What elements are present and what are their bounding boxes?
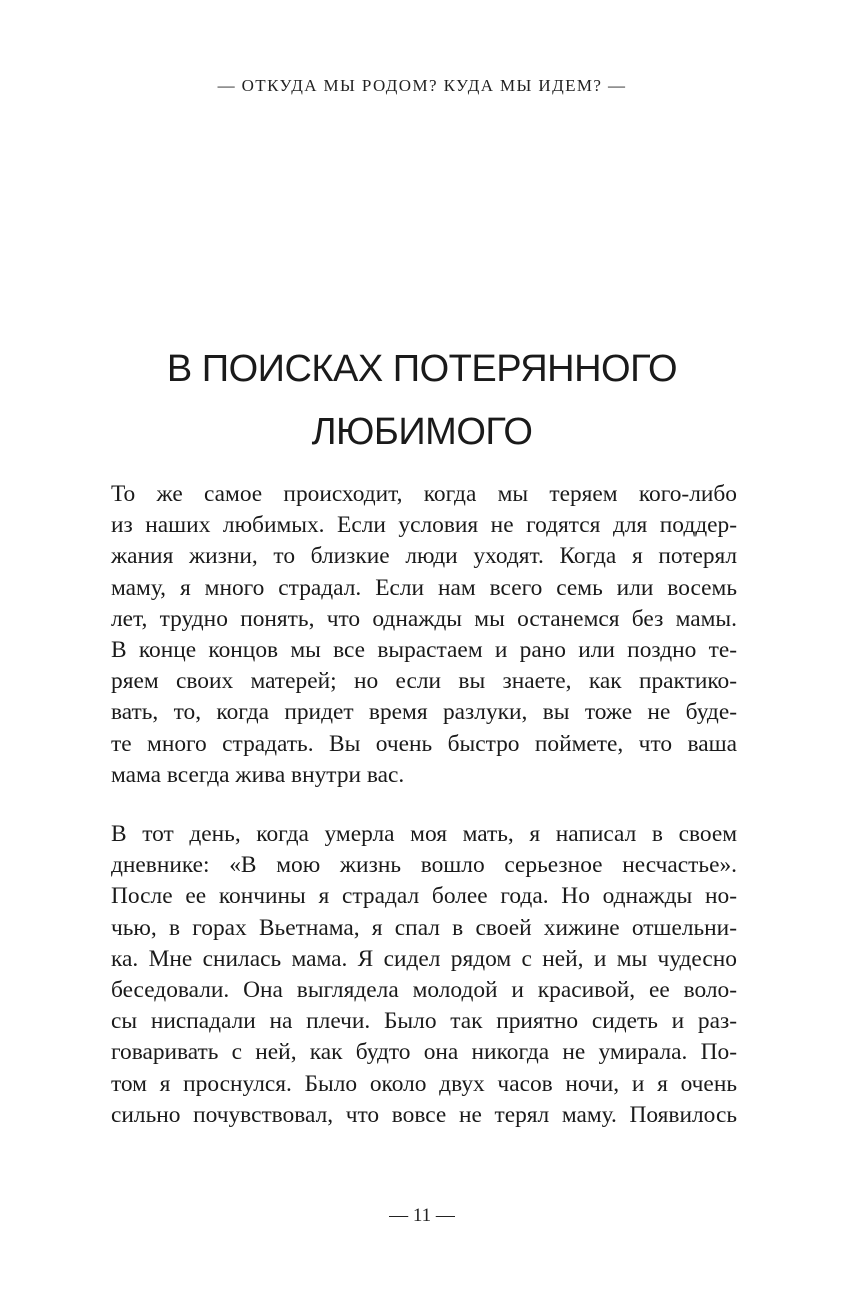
text-line: те много страдать. Вы очень быстро поймете, что ваша <box>111 730 737 757</box>
text-line: говаривать с ней, как будто она никогда не умирала. По- <box>111 1039 737 1066</box>
text-line: лет, трудно понять, что однажды мы останемся без мамы. <box>111 605 737 632</box>
text-line: мама всегда жива внутри вас. <box>111 761 405 788</box>
chapter-title-line-2: ЛЮБИМОГО <box>311 411 533 453</box>
page-number: — 11 — <box>389 1205 455 1226</box>
running-header: — ОТКУДА МЫ РОДОМ? КУДА МЫ ИДЕМ? — <box>217 76 627 95</box>
text-line: жания жизни, то близкие люди уходят. Когда я потерял <box>111 543 737 570</box>
text-line: сильно почувствовал, что вовсе не терял маму. Появилось <box>111 1101 737 1128</box>
text-line: После ее кончины я страдал более года. Но однажды но- <box>111 883 737 910</box>
text-line: ряем своих матерей; но если вы знаете, как практико- <box>111 668 737 695</box>
text-line: В конце концов мы все вырастаем и рано или поздно те- <box>111 637 737 664</box>
text-line: дневнике: «В мою жизнь вошло серьезное несчастье». <box>111 852 737 879</box>
paragraph-2 <box>111 819 737 1131</box>
text-line: В тот день, когда умерла моя мать, я написал в своем <box>111 821 737 847</box>
paragraph-1 <box>111 479 737 791</box>
text-line: беседовали. Она выглядела молодой и красивой, ее воло- <box>111 977 737 1004</box>
text-line: том я проснулся. Было около двух часов ночи, и я очень <box>111 1070 737 1097</box>
text-line: маму, я много страдал. Если нам всего семь или восемь <box>111 574 737 601</box>
text-line: из наших любимых. Если условия не годятся для поддер- <box>111 512 737 539</box>
chapter-title <box>0 338 844 464</box>
text-line: сы ниспадали на плечи. Было так приятно сидеть и раз- <box>111 1008 737 1035</box>
text-line: ка. Мне снилась мама. Я сидел рядом с ней, и мы чудесно <box>111 945 737 972</box>
chapter-title-line-1: В ПОИСКАХ ПОТЕРЯННОГО <box>166 348 678 390</box>
text-line: вать, то, когда придет время разлуки, вы тоже не буде- <box>111 699 737 726</box>
text-line: То же самое происходит, когда мы теряем кого-либо <box>111 481 737 507</box>
text-line: чью, в горах Вьетнама, я спал в своей хижине отшельни- <box>111 914 737 941</box>
